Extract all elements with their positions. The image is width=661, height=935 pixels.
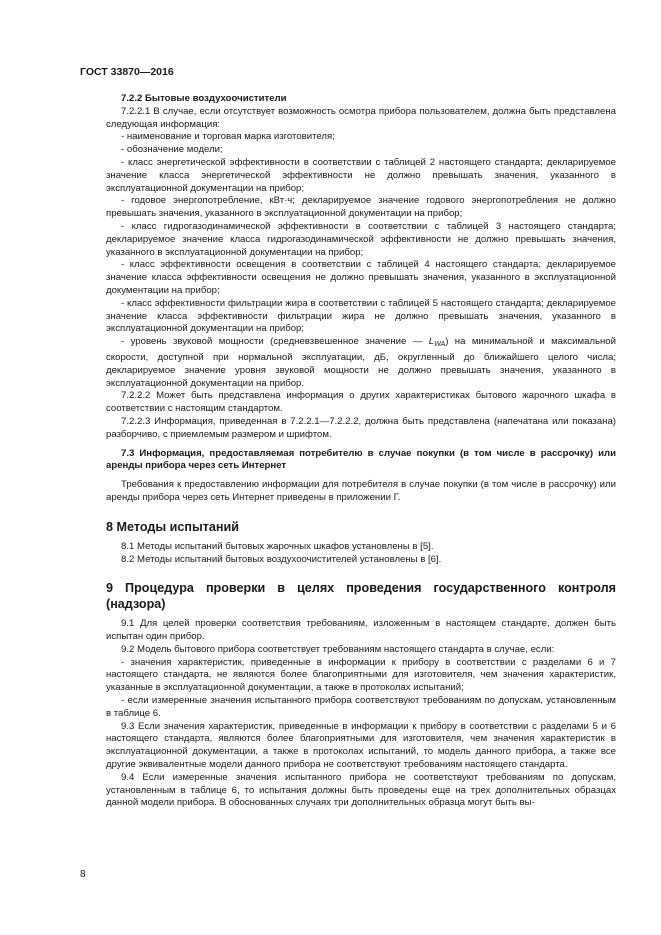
list-item: - наименование и торговая марка изготовителя; <box>121 131 335 143</box>
paragraph-7-3: Требования к предоставлению информации для потребителя в случае покупки (в том числе в рассрочку) или аренды прибора через сеть Интернет приведены в приложении Г. <box>106 479 616 503</box>
list-item: - класс гидрогазодинамической эффективности в соответствии с таблицей 3 настоящего стандарта; декларируемое значение класса гидрогазодинамической эффективности не должно превышать значения, указанного в эксплуатационной документации на прибор; <box>106 220 616 258</box>
paragraph-9-2: 9.2 Модель бытового прибора соответствует требованиям настоящего стандарта в случае, если: <box>121 643 555 655</box>
sound-power-text-post: ) на минимальной и максимальной скорости, доступной при нормальной эксплуатации, дБ, округленный до ближайшего целого числа; декларируемое значение уровня звуковой мощности не должно превышать значения, указанного в эксплуатационной документации на прибор. <box>106 336 616 389</box>
paragraph-7-2-2-1: 7.2.2.1 В случае, если отсутствует возможность осмотра прибора пользователем, должна быть представлена следующая информация: <box>106 105 616 130</box>
sound-power-symbol: L <box>428 336 435 348</box>
standard-header: ГОСТ 33870—2016 <box>80 66 174 78</box>
list-item: - если измеренные значения испытанного прибора соответствуют требованиям по допускам, установленным в таблице 6. <box>106 695 616 719</box>
list-item: - значения характеристик, приведенные в информации к прибору в соответствии с разделами 6 и 7 настоящего стандарта, не являются более благоприятными для изготовителя, чем значения характеристик, указанные в эксплуатационной документации, а также в протоколах испытаний; <box>106 656 616 694</box>
document-body <box>106 93 616 810</box>
section-7-3-heading: 7.3 Информация, предоставляемая потребителю в случае покупки (в том числе в рассрочку) или аренды прибора через сеть Интернет <box>106 447 616 472</box>
list-item-sound-power <box>106 336 616 390</box>
section-8-heading: 8 Методы испытаний <box>106 519 239 534</box>
paragraph-8-2: 8.2 Методы испытаний бытовых воздухоочистителей установлены в [6]. <box>121 553 442 565</box>
list-item: - годовое энергопотребление, кВт·ч; декларируемое значение годового энергопотребления не должно превышать значения, указанного в эксплуатационной документации на прибор; <box>106 195 616 220</box>
page-number: 8 <box>80 869 86 880</box>
sound-power-subscript: WA <box>434 341 446 349</box>
sound-power-text-pre: - уровень звуковой мощности (средневзвешенное значение — <box>121 336 429 348</box>
list-item: - класс эффективности освещения в соответствии с таблицей 4 настоящего стандарта; декларируемое значение класса эффективности освещения не должно превышать значения, указанного в эксплуатационной документации на прибор; <box>106 259 616 296</box>
list-item: - класс эффективности фильтрации жира в соответствии с таблицей 5 настоящего стандарта; декларируемое значение класса эффективности фильтрации жира не должно превышать значения, указанного в эксплуатационной документации на прибор; <box>106 297 616 335</box>
paragraph-7-2-2-2: 7.2.2.2 Может быть представлена информация о других характеристиках бытового жарочного шкафа в соответствии с настоящим стандартом. <box>106 390 616 415</box>
paragraph-8-1: 8.1 Методы испытаний бытовых жарочных шкафов установлены в [5]. <box>121 540 434 552</box>
paragraph-9-4: 9.4 Если измеренные значения испытанного прибора не соответствуют требованиям по допускам, установленным в таблице 6, то испытания должны быть проведены еще на трех дополнительных образцах данной модели прибора. В обоснованных случаях три дополнительных образца могут быть вы- <box>106 771 616 809</box>
paragraph-7-2-2-3: 7.2.2.3 Информация, приведенная в 7.2.2.1—7.2.2.2, должна быть представлена (напечатана или показана) разборчиво, с приемлемым размером и шрифтом. <box>106 415 616 440</box>
paragraph-9-3: 9.3 Если значения характеристик, приведенные в информации к прибору в соответствии с разделами 5 и 6 настоящего стандарта, являются более благоприятными для изготовителя, чем значения характеристик в эксплуатационной документации, а также в протоколах испытаний, то модель данного прибора, а также все другие эквивалентные модели данного прибора не соответствуют требованиям настоящего стандарта. <box>106 720 616 771</box>
paragraph-9-1: 9.1 Для целей проверки соответствия требованиям, изложенным в настоящем стандарте, должен быть испытан один прибор. <box>106 618 616 643</box>
list-item: - класс энергетической эффективности в соответствии с таблицей 2 настоящего стандарта; декларируемое значение класса энергетической эффективности не должно превышать значения, указанного в эксплуатационной документации на прибор; <box>106 156 616 194</box>
section-9-heading: 9 Процедура проверки в целях проведения государственного контроля (надзора) <box>106 581 616 612</box>
section-7-2-2-heading: 7.2.2 Бытовые воздухоочистители <box>121 93 287 104</box>
list-item: - обозначение модели; <box>121 144 223 156</box>
